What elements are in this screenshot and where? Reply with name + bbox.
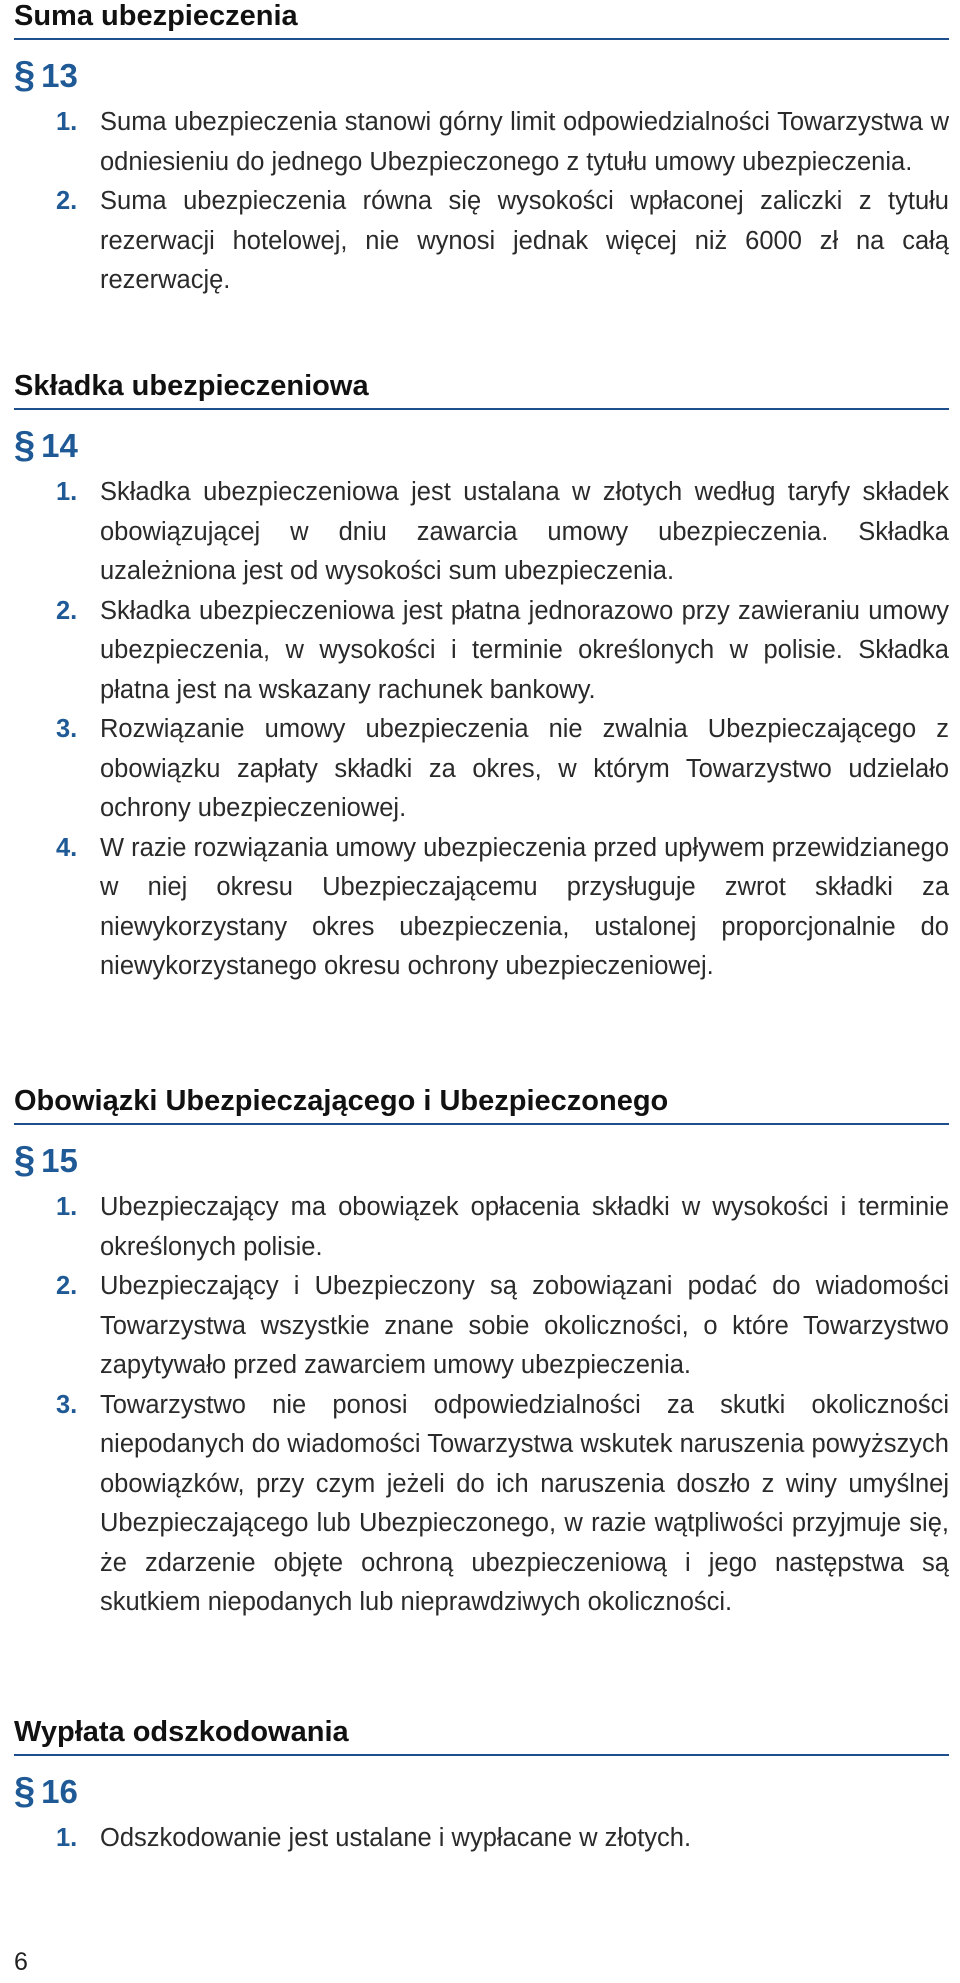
section-wyplata-odszkodowania bbox=[14, 1716, 949, 1859]
item-text: Towarzystwo nie ponosi odpowiedzialności za skutki okoliczności niepodanych do wiadomości Towarzystwa wskutek naruszenia powyższych obowiązków, przy czym jeżeli do ich naruszenia doszło z winy umyślnej Ubezpieczającego lub Ubezpieczonego, w razie wątpliwości przyjmuje się, że zdarzenie objęte ochroną ubezpieczeniową i jego następstwa są skutkiem niepodanych lub nieprawdziwych okoliczności. bbox=[100, 1390, 949, 1616]
item-number: 1. bbox=[56, 108, 78, 136]
item-number: 1. bbox=[56, 478, 78, 506]
list-item bbox=[14, 1188, 949, 1267]
paragraph-number bbox=[14, 54, 949, 97]
section-obowiazki bbox=[14, 1085, 949, 1623]
item-number: 4. bbox=[56, 833, 78, 862]
item-number: 3. bbox=[56, 715, 78, 743]
section-sign-icon: § bbox=[14, 424, 36, 466]
item-list bbox=[14, 473, 949, 987]
paragraph-number bbox=[14, 1770, 949, 1813]
item-list bbox=[14, 1188, 949, 1623]
section-skladka-ubezpieczeniowa bbox=[14, 370, 949, 987]
item-text: Ubezpieczający ma obowiązek opłacenia składki w wysokości i terminie określonych polisie. bbox=[100, 1193, 949, 1261]
list-item bbox=[14, 473, 949, 592]
section-sign-icon: § bbox=[14, 1770, 36, 1812]
list-item bbox=[14, 1267, 949, 1386]
paragraph-number bbox=[14, 424, 949, 467]
list-item bbox=[14, 710, 949, 829]
item-text: Suma ubezpieczenia równa się wysokości wpłaconej zaliczki z tytułu rezerwacji hotelowej, nie wynosi jednak więcej niż 6000 zł na całą rezerwację. bbox=[100, 187, 949, 294]
item-text: Ubezpieczający i Ubezpieczony są zobowiązani podać do wiadomości Towarzystwa wszystkie znane sobie okoliczności, o które Towarzystwo zapytywało przed zawarciem umowy ubezpieczenia. bbox=[100, 1272, 949, 1379]
item-number: 1. bbox=[56, 1193, 78, 1221]
list-item bbox=[14, 103, 949, 182]
list-item bbox=[14, 1819, 949, 1859]
paragraph-number-value: 16 bbox=[41, 1773, 78, 1810]
item-list bbox=[14, 1819, 949, 1859]
list-item bbox=[14, 182, 949, 301]
section-heading: Suma ubezpieczenia bbox=[14, 0, 949, 40]
item-number: 2. bbox=[56, 187, 78, 215]
page-number: 6 bbox=[14, 1948, 28, 1976]
item-text: Suma ubezpieczenia stanowi górny limit odpowiedzialności Towarzystwa w odniesieniu do jednego Ubezpieczonego z tytułu umowy ubezpieczenia. bbox=[100, 108, 949, 176]
item-number: 3. bbox=[56, 1390, 78, 1419]
paragraph-number-value: 14 bbox=[41, 427, 78, 464]
section-heading: Obowiązki Ubezpieczającego i Ubezpieczonego bbox=[14, 1085, 949, 1125]
section-sign-icon: § bbox=[14, 54, 36, 96]
item-number: 1. bbox=[56, 1824, 78, 1852]
list-item bbox=[14, 829, 949, 987]
paragraph-number bbox=[14, 1139, 949, 1182]
list-item bbox=[14, 592, 949, 711]
section-heading: Składka ubezpieczeniowa bbox=[14, 370, 949, 410]
list-item bbox=[14, 1386, 949, 1623]
item-list bbox=[14, 103, 949, 301]
section-heading: Wypłata odszkodowania bbox=[14, 1716, 949, 1756]
item-text: Składka ubezpieczeniowa jest płatna jednorazowo przy zawieraniu umowy ubezpieczenia, w wysokości i terminie określonych w polisie. Składka płatna jest na wskazany rachunek bankowy. bbox=[100, 596, 949, 704]
item-number: 2. bbox=[56, 596, 78, 625]
item-text: Odszkodowanie jest ustalane i wypłacane w złotych. bbox=[100, 1824, 692, 1852]
paragraph-number-value: 13 bbox=[41, 57, 78, 94]
paragraph-number-value: 15 bbox=[41, 1142, 78, 1179]
item-text: W razie rozwiązania umowy ubezpieczenia przed upływem przewidzianego w niej okresu Ubezpieczającemu przysługuje zwrot składki za niewykorzystany okres ubezpieczenia, ustalonej proporcjonalnie do niewykorzystanego okresu ochrony ubezpieczeniowej. bbox=[100, 833, 949, 980]
section-sign-icon: § bbox=[14, 1139, 36, 1181]
item-text: Składka ubezpieczeniowa jest ustalana w złotych według taryfy składek obowiązującej w dniu zawarcia umowy ubezpieczenia. Składka uzależniona jest od wysokości sum ubezpieczenia. bbox=[100, 478, 949, 585]
item-number: 2. bbox=[56, 1272, 78, 1300]
section-suma-ubezpieczenia bbox=[14, 0, 949, 301]
item-text: Rozwiązanie umowy ubezpieczenia nie zwalnia Ubezpieczającego z obowiązku zapłaty składki za okres, w którym Towarzystwo udzielało ochrony ubezpieczeniowej. bbox=[100, 715, 949, 822]
